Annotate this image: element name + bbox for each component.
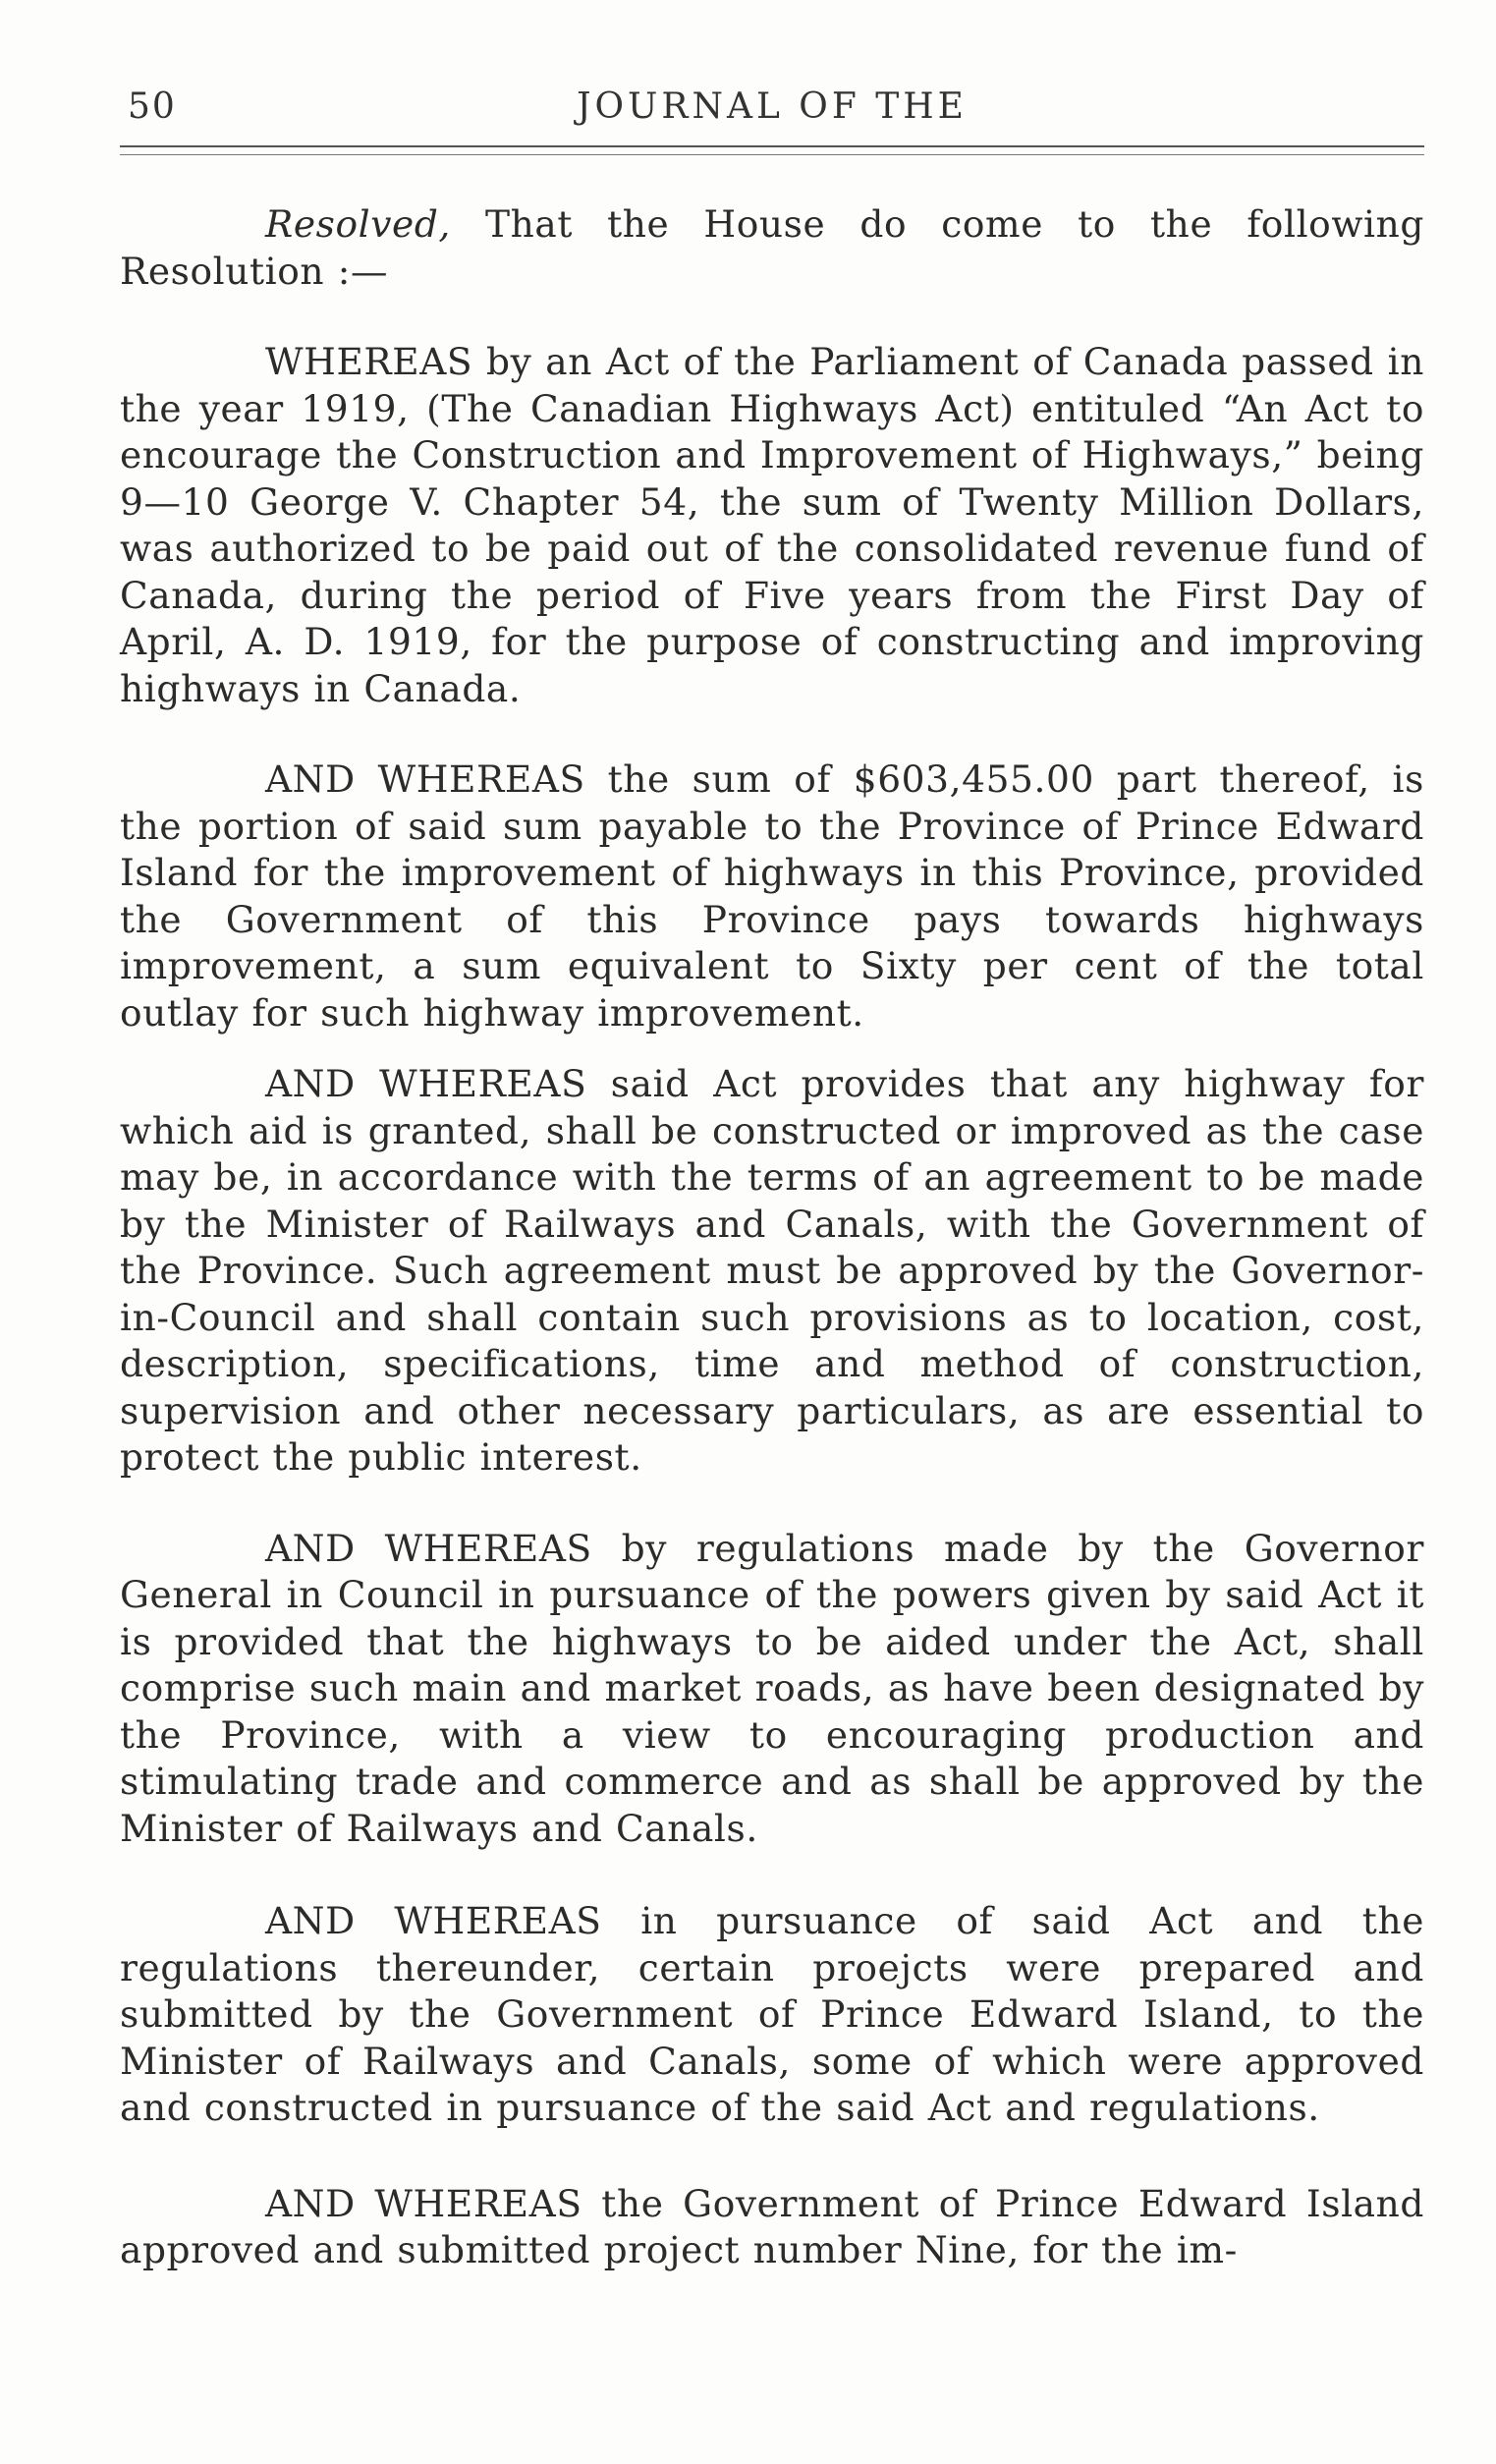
paragraph-lead-resolved: Resolved, (265, 202, 451, 246)
paragraph-whereas-projects: AND WHEREAS in pursuance of said Act and the regulations thereunder, certain proejcts were prepared and submitted by the Government of Prince Edward Island, to the Minister of Railways and Canals, some of which were approved and constructed in pursuance of the said Act and regulations. (120, 1899, 1424, 2129)
header-rule-thin (120, 154, 1424, 155)
paragraph-whereas-act: WHEREAS by an Act of the Parliament of Canada passed in the year 1919, (The Canadian Highways Act) entituled “An Act to encourage the Construction and Improvement of Highways,” being 9—10 George V. Chapter 54, the sum of Twenty Million Dollars, was authorized to be paid out of the consolidated revenue fund of Canada, during the period of Five years from the First Day of April, A. D. 1919, for the purpose of constructing and improving highways in Canada. (120, 340, 1424, 710)
paragraph-text: That the House do come to the following Resolution :— (120, 202, 1424, 293)
paragraph-whereas-regulations: AND WHEREAS by regulations made by the Governor General in Council in pursuance of the powers given by said Act it is provided that the highways to be aided under the Act, shall comprise such main and market roads, as have been designated by the Province, with a view to encouraging production and stimulating trade and commerce and as shall be approved by the Minister of Railways and Canals. (120, 1526, 1424, 1850)
page-number: 50 (128, 86, 177, 127)
paragraph-resolution (120, 201, 1424, 295)
running-head: JOURNAL OF THE (577, 86, 968, 127)
body-text (120, 201, 1424, 2274)
paragraph-whereas-project-nine: AND WHEREAS the Government of Prince Edward Island approved and submitted project number Nine, for the im- (120, 2181, 1424, 2271)
paragraph-whereas-agreement: AND WHEREAS said Act provides that any highway for which aid is granted, shall be constructed or improved as the case may be, in accordance with the terms of an agreement to be made by the Minister of Railways and Canals, with the Government of the Province. Such agreement must be approved by the Governor-in-Council and shall contain such provisions as to location, cost, description, specifications, time and method of construction, supervision and other necessary particulars, as are essential to protect the public interest. (120, 1062, 1424, 1479)
paragraph-whereas-sum: AND WHEREAS the sum of $603,455.00 part thereof, is the portion of said sum payable to the Province of Prince Edward Island for the improvement of highways in this Province, provided the Government of this Province pays towards highways improvement, a sum equivalent to Sixty per cent of the total outlay for such highway improvement. (120, 757, 1424, 1035)
page-header (120, 83, 1424, 141)
header-rule (120, 145, 1424, 147)
